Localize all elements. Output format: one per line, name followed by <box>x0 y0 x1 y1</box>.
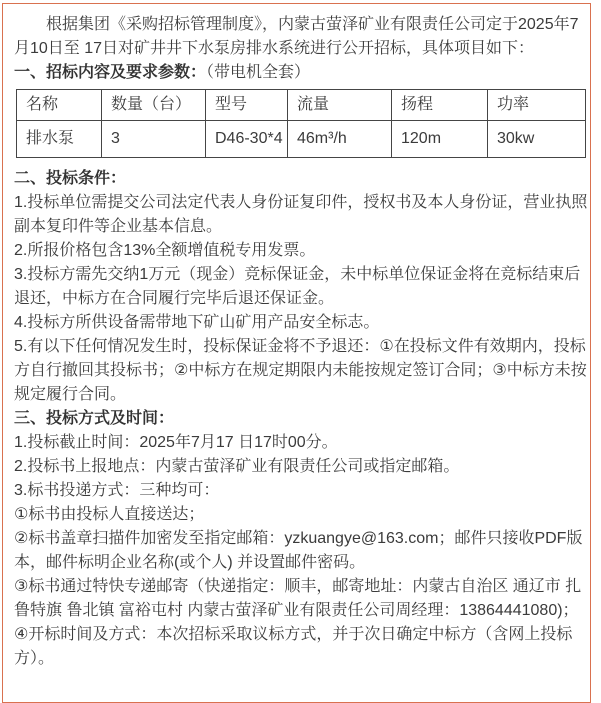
section2-item-3: 3.投标方需先交纳1万元（现金）竞标保证金，未中标单位保证金将在竞标结束后退还，中标方在合同履行完毕后退还保证金。 <box>14 266 581 307</box>
cell-lift: 120m <box>392 121 488 158</box>
section3-subitem-3: ③标书通过特快专递邮寄（快递指定：顺丰，邮寄地址：内蒙古自治区 通辽市 扎鲁特旗 鲁北镇 富裕屯村 内蒙古萤泽矿业有限责任公司周经理：13864441080)； <box>14 578 582 619</box>
table-header-name: 名称 <box>17 90 102 121</box>
section2-heading: 二、投标条件： <box>14 170 127 187</box>
section2-item-2: 2.所报价格包含13%全额增值税专用发票。 <box>14 242 316 259</box>
cell-power: 30kw <box>488 121 586 158</box>
table-header-lift: 扬程 <box>392 90 488 121</box>
cell-name: 排水泵 <box>17 121 102 158</box>
intro-paragraph: 根据集团《采购招标管理制度》，内蒙古萤泽矿业有限责任公司定于2025年7月10日至 17日对矿井井下水泵房排水系统进行公开招标，具体项目如下： <box>14 16 579 57</box>
cell-quantity: 3 <box>102 121 206 158</box>
section3-subitem-4: ④开标时间及方式：本次招标采取议标方式，并于次日确定中标方（含网上投标方）。 <box>14 626 573 667</box>
table-header-model: 型号 <box>206 90 288 121</box>
table-header-power: 功率 <box>488 90 586 121</box>
section1-heading-suffix: （带电机全套） <box>206 64 311 81</box>
section3-subitem-1: ①标书由投标人直接送达； <box>14 506 205 523</box>
section3-item-1: 1.投标截止时间：2025年7月17 日17时00分。 <box>14 434 338 451</box>
table-row <box>17 121 586 158</box>
section2-item-4: 4.投标方所供设备需带地下矿山矿用产品安全标志。 <box>14 314 380 331</box>
section3-item-2: 2.投标书上报地点：内蒙古萤泽矿业有限责任公司或指定邮箱。 <box>14 458 460 475</box>
section3-item-3: 3.标书投递方式：三种均可： <box>14 482 220 499</box>
section1-heading-line <box>14 61 589 85</box>
cell-flow: 46m³/h <box>288 121 392 158</box>
section1-heading: 一、招标内容及要求参数： <box>14 64 207 81</box>
table-header-flow: 流量 <box>288 90 392 121</box>
table-header-quantity: 数量（台） <box>102 90 206 121</box>
cell-model: D46-30*4 <box>206 121 288 158</box>
section2-item-1: 1.投标单位需提交公司法定代表人身份证复印件，授权书及本人身份证，营业执照副本复印件等企业基本信息。 <box>14 194 588 235</box>
section2-item-5: 5.有以下任何情况发生时，投标保证金将不予退还：①在投标文件有效期内，投标方自行撤回其投标书；②中标方在规定期限内未能按规定签订合同；③中标方未按规定履行合同。 <box>14 338 587 403</box>
section3-heading: 三、投标方式及时间： <box>14 410 175 427</box>
table-header-row <box>17 90 586 121</box>
section3-subitem-2: ②标书盖章扫描件加密发至指定邮箱：yzkuangye@163.com；邮件只接收PDF版本，邮件标明企业名称(或个人) 并设置邮件密码。 <box>14 530 583 571</box>
bid-items-table <box>16 89 586 158</box>
